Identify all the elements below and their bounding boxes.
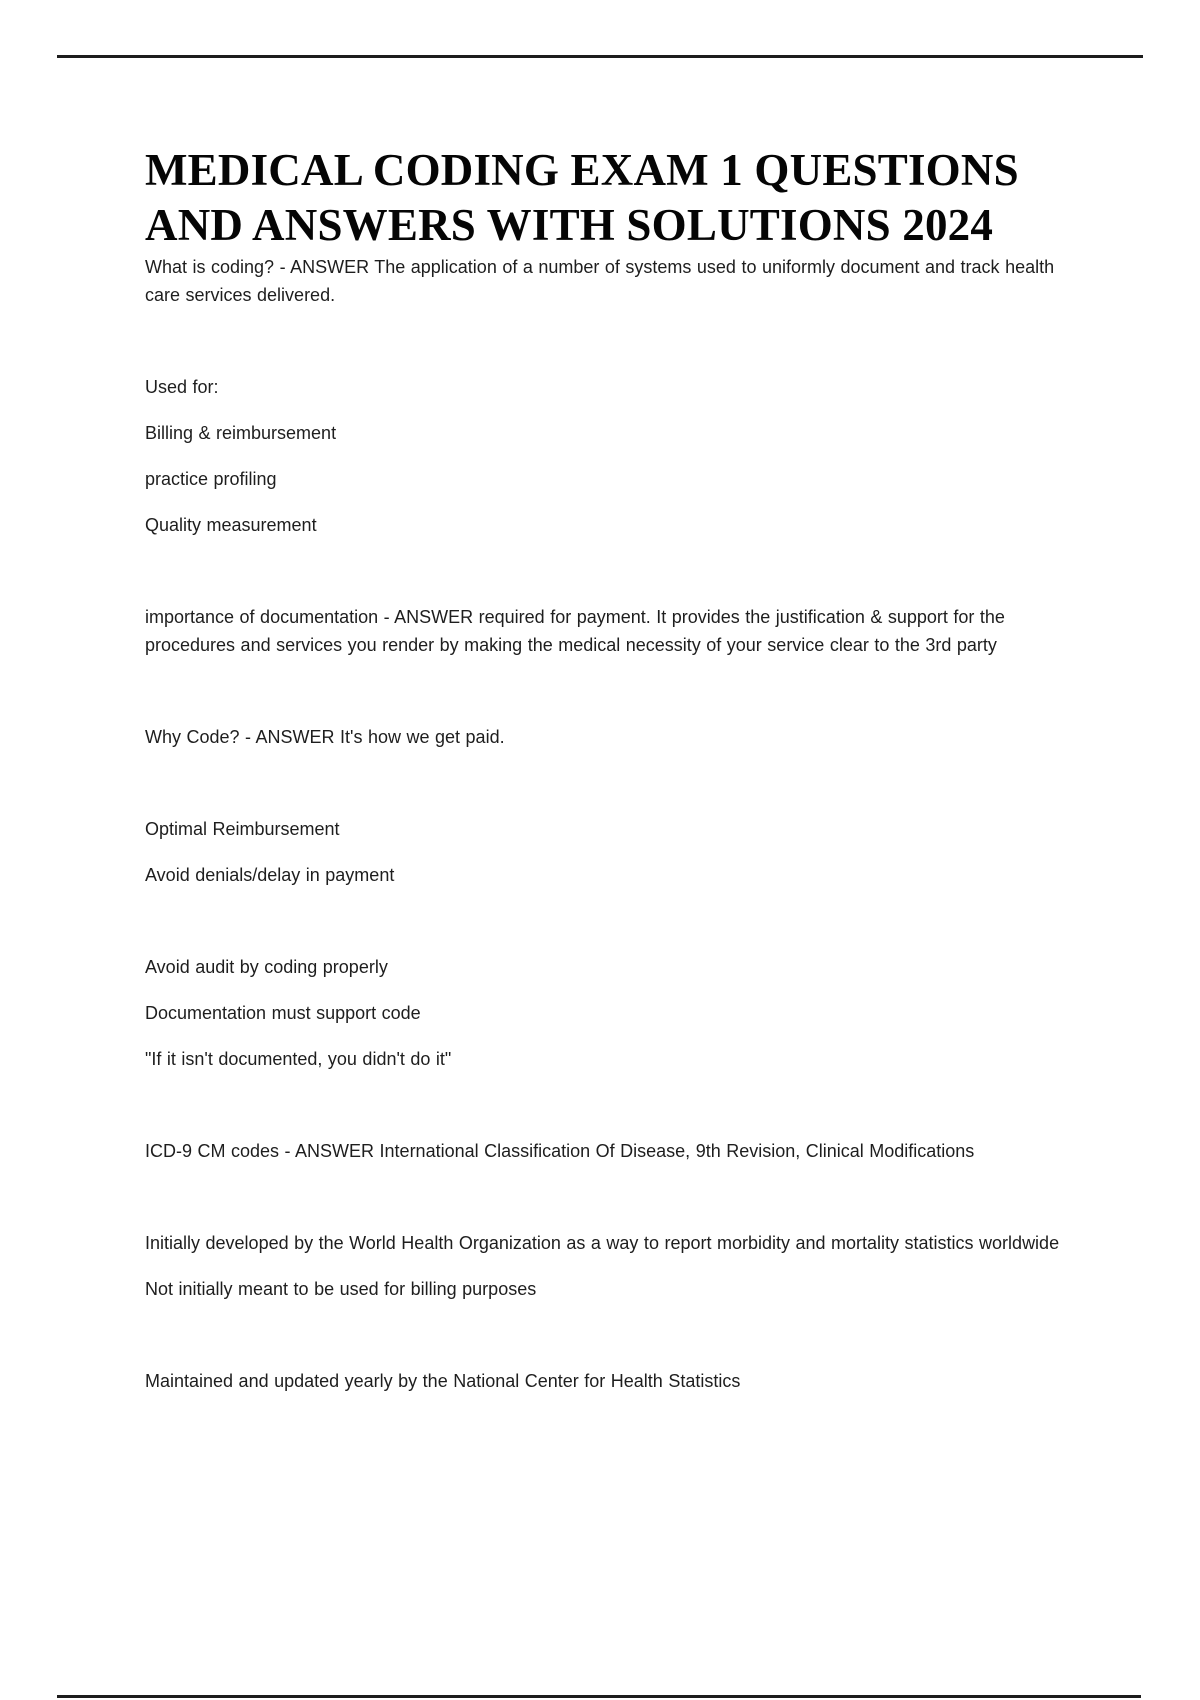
paragraph: "If it isn't documented, you didn't do it" bbox=[145, 1049, 452, 1069]
top-rule bbox=[57, 55, 1143, 58]
paragraph: Initially developed by the World Health Organization as a way to report morbidity and mortality statistics worldwide bbox=[145, 1233, 1060, 1253]
paragraph: Avoid audit by coding properly bbox=[145, 957, 388, 977]
paragraph: What is coding? - ANSWER The application of a number of systems used to uniformly document and track health care services delivered. bbox=[145, 257, 1055, 305]
blank-line bbox=[145, 1321, 1085, 1349]
page-title-line-1: MEDICAL CODING EXAM 1 QUESTIONS bbox=[145, 145, 1019, 195]
bottom-rule bbox=[57, 1695, 1141, 1698]
page-title bbox=[145, 143, 1085, 253]
paragraph: ICD-9 CM codes - ANSWER International Classification Of Disease, 9th Revision, Clinical Modifications bbox=[145, 1141, 975, 1161]
blank-line bbox=[145, 1091, 1085, 1119]
paragraph: Documentation must support code bbox=[145, 1003, 421, 1023]
paragraph: Not initially meant to be used for billing purposes bbox=[145, 1279, 537, 1299]
paragraph: Optimal Reimbursement bbox=[145, 819, 340, 839]
document-body bbox=[145, 253, 1085, 1395]
paragraph: practice profiling bbox=[145, 469, 277, 489]
blank-line bbox=[145, 557, 1085, 585]
paragraph: Used for: bbox=[145, 377, 219, 397]
paragraph: importance of documentation - ANSWER required for payment. It provides the justification & support for the procedures and services you render by making the medical necessity of your service clear to the 3rd party bbox=[145, 607, 1005, 655]
page-title-line-2: AND ANSWERS WITH SOLUTIONS 2024 bbox=[145, 200, 994, 250]
paragraph: Quality measurement bbox=[145, 515, 317, 535]
paragraph: Billing & reimbursement bbox=[145, 423, 337, 443]
paragraph: Why Code? - ANSWER It's how we get paid. bbox=[145, 727, 505, 747]
paragraph: Avoid denials/delay in payment bbox=[145, 865, 395, 885]
blank-line bbox=[145, 1183, 1085, 1211]
paragraph: Maintained and updated yearly by the National Center for Health Statistics bbox=[145, 1371, 741, 1391]
blank-line bbox=[145, 327, 1085, 355]
document-content bbox=[145, 143, 1085, 1413]
blank-line bbox=[145, 677, 1085, 705]
blank-line bbox=[145, 907, 1085, 935]
blank-line bbox=[145, 769, 1085, 797]
